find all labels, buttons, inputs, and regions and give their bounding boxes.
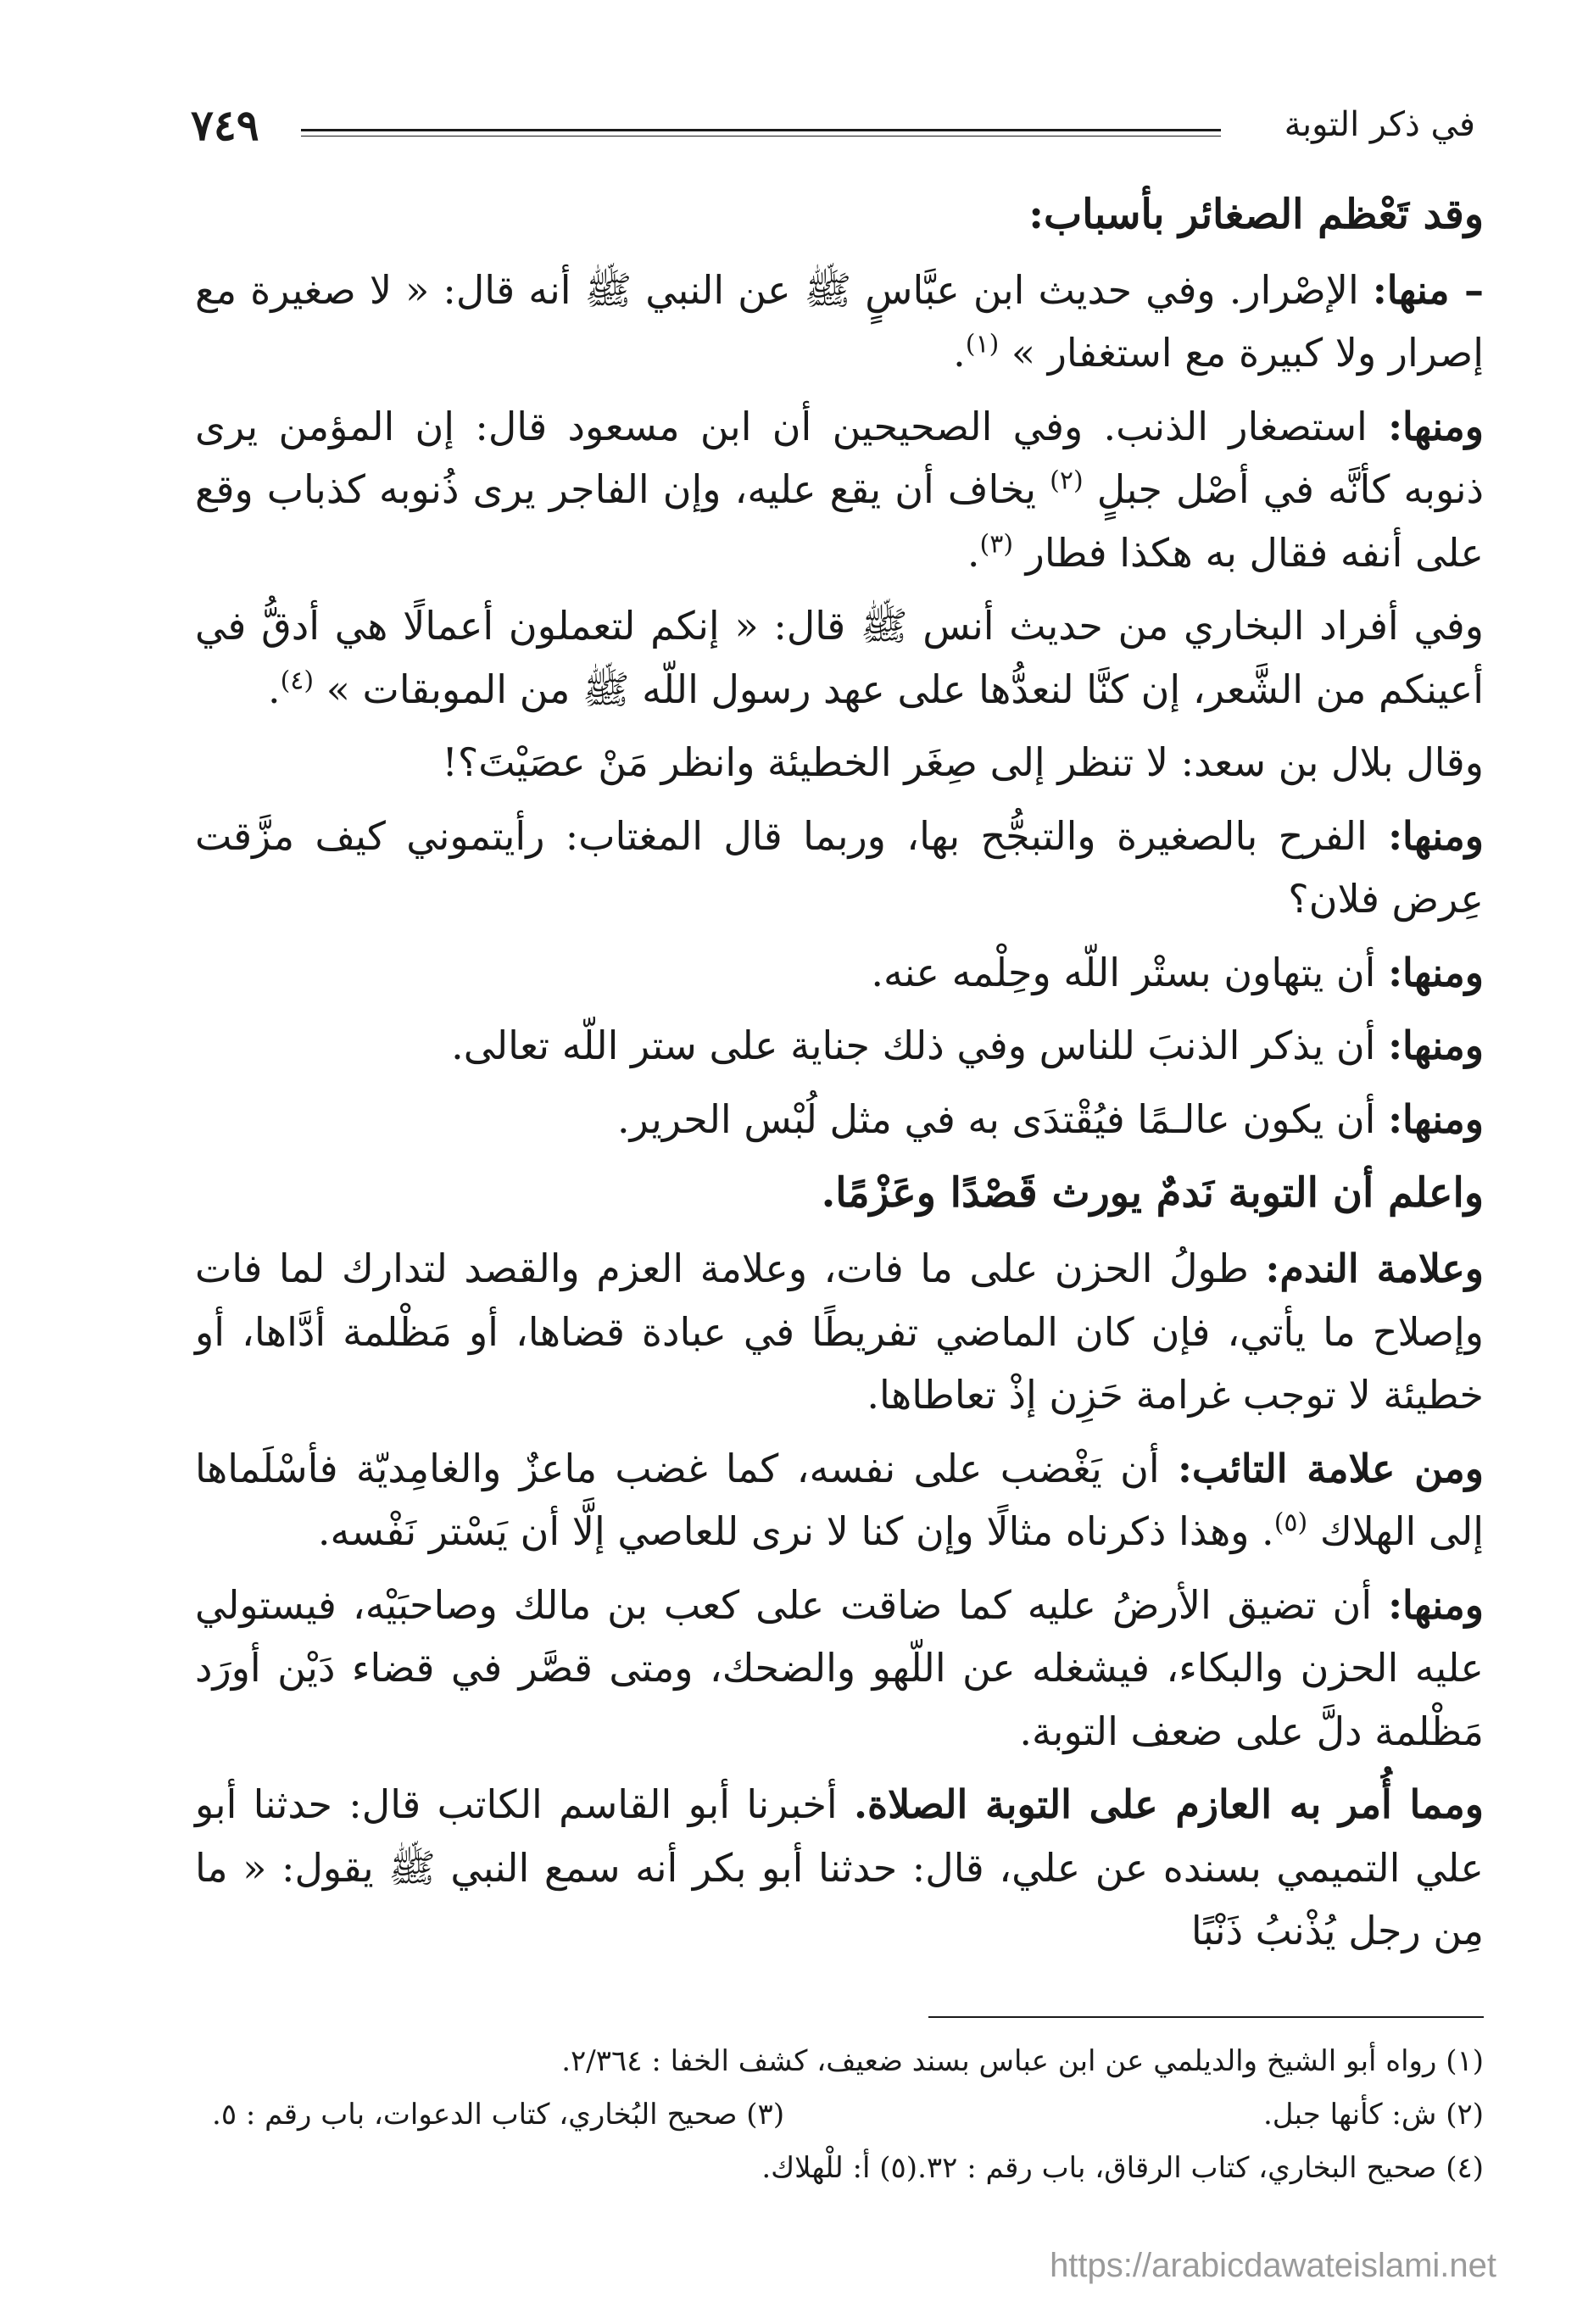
footnotes: [212, 2035, 1484, 2195]
paragraph-text: الفرح بالصغيرة والتبجُّح بها، وربما قال المغتاب: رأيتموني كيف مزَّقت عِرض فلان؟: [195, 812, 1484, 922]
paragraph: – منها: الإصْرار. وفي حديث ابن عبَّاسٍ ﷺ عن النبي ﷺ أنه قال: « لا صغيرة مع إصرار ولا كبيرة مع استغفار » $^{(١)}$.: [195, 266, 1484, 376]
footnote-1: (١) رواه أبو الشيخ والديلمي عن ابن عباس بسند ضعيف، كشف الخفا : ٢/٣٦٤.: [561, 2044, 1484, 2078]
paragraph: [195, 1088, 1484, 1151]
keyword: ومنها:: [1388, 403, 1484, 449]
paragraph: وفي أفراد البخاري من حديث أنس ﷺ قال: « إنكم لتعملون أعمالًا هي أدقُّ في أعينكم من الشَّعر، إن كنَّا لنعدُّها على عهد رسول اللّه ﷺ من الموبقات » $^{(٤)}$.: [195, 603, 1484, 712]
paragraph: [195, 731, 1484, 794]
footnote-rule: [928, 2016, 1484, 2018]
paragraph: [195, 941, 1484, 1005]
footnote-line: [212, 2035, 1484, 2088]
footnote-line: [212, 2142, 1484, 2195]
main-text: [195, 182, 1484, 1973]
footnote-5: (٥) أ: للْهلاك.: [761, 2150, 918, 2185]
paragraph: [195, 1014, 1484, 1078]
paragraph: [195, 1773, 1484, 1963]
paragraph-text: يخاف أن يقع عليه، وإن الفاجر يرى ذُنوبه كذباب وقع على أنفه فقال به هكذا فطار: [195, 466, 1484, 576]
paragraph-text: طولُ الحزن على ما فات، وعلامة العزم والقصد لتدارك لما فات وإصلاح ما يأتي، فإن كان الماضي تفريطًا في عبادة قضاها، أو مَظْلمة أدَّاها، أو خطيئة لا توجب غرامة حَزِن إذْ تعاطاها.: [195, 1246, 1484, 1418]
footnote-ref: (٤): [280, 666, 315, 696]
keyword: ومنها:: [1388, 949, 1484, 995]
paragraph-text: الإصْرار. وفي حديث ابن عبَّاسٍ ﷺ عن النبي ﷺ أنه قال: « لا صغيرة مع إصرار ولا كبيرة مع استغفار »: [195, 266, 1484, 376]
footnote-ref: (١): [965, 329, 1000, 359]
paragraph-text: أن يَغْضب على نفسه، كما غضب ماعزٌ والغامِديّة فأسْلَماها إلى الهلاك: [195, 1445, 1484, 1555]
spacer: [212, 2142, 761, 2195]
running-title: في ذكر التوبة: [1284, 105, 1475, 144]
keyword: ومما أُمر به العازم على التوبة الصلاة.: [854, 1781, 1484, 1828]
watermark-url: https://arabicdawateislami.net: [1050, 2247, 1496, 2284]
paragraph: ومنها: استصغار الذنب. وفي الصحيحين أن ابن مسعود قال: إن المؤمن يرى ذنوبه كأنَّه في أصْل جبلٍ $^{(٢)}$ يخاف أن يقع عليه، وإن الفاجر يرى ذُنوبه كذباب وقع على أنفه فقال به هكذا فطار $^{(٣)}$.: [195, 403, 1485, 576]
footnote-ref: (٥): [1273, 1508, 1308, 1538]
header-rule: [301, 129, 1221, 137]
keyword: – منها:: [1372, 266, 1484, 313]
footnote-4: (٤) صحيح البخاري، كتاب الرقاق، باب رقم : ٣٢.: [917, 2150, 1484, 2185]
keyword: ومنها:: [1388, 1023, 1484, 1069]
footnote-3: (٣) صحيح البُخاري، كتاب الدعوات، باب رقم : ٥.: [212, 2097, 785, 2132]
paragraph: [195, 1237, 1484, 1427]
paragraph-text: أخبرنا أبو القاسم الكاتب قال: حدثنا أبو علي التميمي بسنده عن علي، قال: حدثنا أبو بكر أنه سمع النبي ﷺ يقول: « ما مِن رجل يُذْنبُ ذَنْبًا: [195, 1781, 1484, 1954]
footnote-line: [212, 2088, 1484, 2142]
paragraph-text: وفي أفراد البخاري من حديث أنس ﷺ قال: « إنكم لتعملون أعمالًا هي أدقُّ في أعينكم من الشَّعر، إن كنَّا لنعدُّها على عهد رسول اللّه ﷺ من الموبقات »: [195, 603, 1484, 712]
paragraph-text: . وهذا ذكرناه مثالًا وإن كنا لا نرى للعاصي إلَّا أن يَسْتر نَفْسه.: [317, 1508, 1274, 1555]
paragraph-text: أن تضيق الأرضُ عليه كما ضاقت على كعب بن مالك وصاحبَيْه، فيستولي عليه الحزن والبكاء، فيشغله عن اللّهو والضحك، ومتى قصَّر في قضاء دَيْن أورَد مَظْلمة دلَّ على ضعف التوبة.: [195, 1581, 1484, 1754]
keyword: وعلامة الندم:: [1265, 1246, 1484, 1292]
paragraph: [195, 1574, 1484, 1764]
footnote-2: (٢) ش: كأنها جبل.: [1262, 2097, 1484, 2132]
footnote-ref: (٣): [979, 529, 1014, 560]
footnote-ref: (٢): [1050, 465, 1084, 496]
paragraph-text: أن يكون عالـمًا فيُقْتدَى به في مثل لُبْس الحرير.: [617, 1095, 1389, 1142]
keyword: ومنها:: [1388, 812, 1484, 859]
section-heading: وقد تَعْظم الصغائر بأسباب:: [1028, 191, 1484, 238]
keyword: ومنها:: [1388, 1095, 1484, 1142]
keyword: ومنها:: [1388, 1581, 1484, 1628]
paragraph-text: وقال بلال بن سعد: لا تنظر إلى صِغَر الخطيئة وانظر مَنْ عصَيْتَ؟!: [442, 739, 1484, 786]
paragraph-text: استصغار الذنب. وفي الصحيحين أن ابن مسعود قال: إن المؤمن يرى ذنوبه كأنَّه في أصْل جبلٍ: [195, 403, 1485, 513]
paragraph-text: أن يتهاون بستْر اللّه وحِلْمه عنه.: [871, 949, 1389, 995]
section-heading: واعلم أن التوبة نَدمٌ يورث قَصْدًا وعَزْمًا.: [821, 1169, 1484, 1218]
paragraph: [195, 1437, 1484, 1563]
paragraph: [195, 805, 1484, 931]
page-number: ٧٤٩: [191, 100, 259, 150]
keyword: ومن علامة التائب:: [1177, 1445, 1484, 1491]
page-header: [174, 100, 1475, 159]
paragraph-text: أن يذكر الذنبَ للناس وفي ذلك جناية على ستر اللّه تعالى.: [451, 1023, 1389, 1069]
